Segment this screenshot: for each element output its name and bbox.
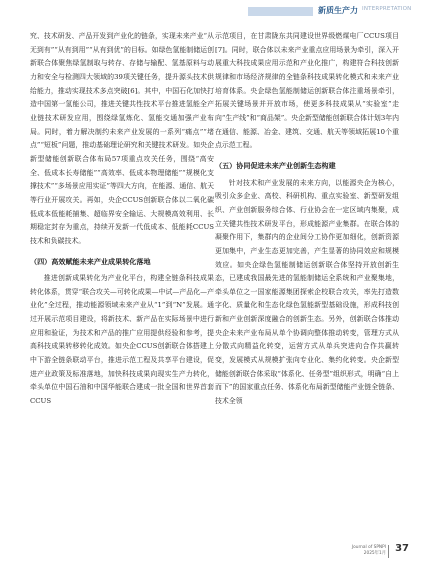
body-paragraph: 针对技术和产业发展的未来方向，以能源央企为核心，吸引众多企业、高校、科研机构、重点实验室、新型研发组织、产业创新服务综合体、行业协会在一定区域内集聚，成立关键共性技术研发平台，形成能源产业集群。在联合体的凝聚作用下，集群内的企业间分工协作更加细化，创新资源更加集中，产业生态更加完善，产生显著的协同效应和规模效应。如央企绿色氢能制储运创新联合体坚持开放创新生态，已建成我国最先进的氢能制储运全系统和产业聚集地，牵头单位之一国家能源集团探索企校联合攻关，率先打造数字化、质量化和生态化绿色氢能新型基础设施，形成科技创新和产业创新深度融合的创新生态。另外，创新联合体推动央企未来产业布局从单个协调向整体推动转变，管理方式从分散式向精益化转变，运营方式从单兵突进向合作共赢转变，发展模式从规模扩张向专业化、集约化转变。央企新型储能创新联合体采取“体系化、任务型”组织形式，明确“自上而下”的国家重点任务、体系化布局新型储能产业链全链条、技术全领	[215, 178, 399, 406]
body-paragraph: 究、技术研发、产品开发到产业化的链条，实现未来产业“从无到有”“从有到用”“从有到优”的目标。如绿色氢能制储运创新联合体聚焦绿氢制取与转存、存储与输配、氢基原料与动力和安全与检测四大领域的39项关键任务，提升源头技术供给能力，推动实现技术多点突破[6]。其中，中国石化加快打造中国第一氢能公司，推进关键共性技术平台推进氢能全产业链技术研发应用，围绕绿氢炼化、氢能交通加强产业布局。同时，着力解决制约未来产业发展的一系列“痛点”“堵点”“短板”问题，推动基础理论研究和关键技术研发。如央企新型储能创新联合体布局57项重点攻关任务，围绕“高安全、低成本长寿储能”“高效率、低成本物理储能”“规模化支撑技术”“多场景应用实证”等四大方向，在能源、通信、航天等行业开展攻关。再如，央企CCUS创新联合体以二氧化碳低成本低能耗捕集、超临界安全输运、大规模高效利用、长期稳定封存为重点，持续开发新一代低成本、低能耗CCUS技术和负碳技术。	[30, 32, 214, 245]
body-paragraph: 推进创新成果转化为产业化平台，构建全链条科技成果转化体系，贯穿“联合攻关—可转化成果—中试—产品化—产业化”全过程，推动能源领域未来产业从“1”到“N”发展。通过开展示范项目建设，将新技术、新产品在实际场景中进行应用和验证，为技术和产品的推广应用提供经验和参考，提高科技成果转移转化成效。如央企CCUS创新联合体搭建上中下游全链条联动平台，推进示范工程及共享平台建设，促进产业政策及标准落地，加快科技成果向现实生产力转化，牵头单位中国石油和中国华能联合建成一批全国和世界首套CCUS	[30, 274, 214, 406]
section-heading-4: （四）高效赋能未来产业成果转化落地	[30, 256, 151, 266]
section-subtitle: INTERPRETATION	[362, 6, 412, 12]
page-number: 37	[395, 543, 409, 554]
journal-name: Journal of SPNPI	[351, 545, 386, 550]
page-header	[0, 0, 427, 22]
section-title: 新质生产力	[318, 6, 358, 15]
journal-date: 2025年1月	[363, 551, 386, 556]
journal-info	[352, 545, 386, 557]
left-column	[30, 30, 214, 409]
header-decorative-bar	[248, 7, 313, 16]
body-paragraph: 示范项目，在甘肃陇东共同建设世界级燃煤电厂CCUS项目[7]。同时，联合体以未来产业重点应用场景为牵引，深入开展重大科技成果应用示范和产业化推广，构建符合科技创新规律和市场经济规律的全链条科技成果转化模式和未来产业培育体系。央企绿色氢能制储运创新联合体注重场景牵引，拓展关键场景并开放市场，使更多科技成果从“实验室”走向“生产线”和“商品架”。央企新型储能创新联合体计划3年内在通信、能源、冶金、建筑、交通、航天等领域拓展10个重点示范工程。	[215, 32, 399, 150]
right-column	[215, 30, 399, 409]
page-footer	[339, 543, 409, 565]
section-heading-5: （五）协同促进未来产业创新生态构建	[215, 160, 336, 170]
footer-divider	[388, 545, 389, 558]
